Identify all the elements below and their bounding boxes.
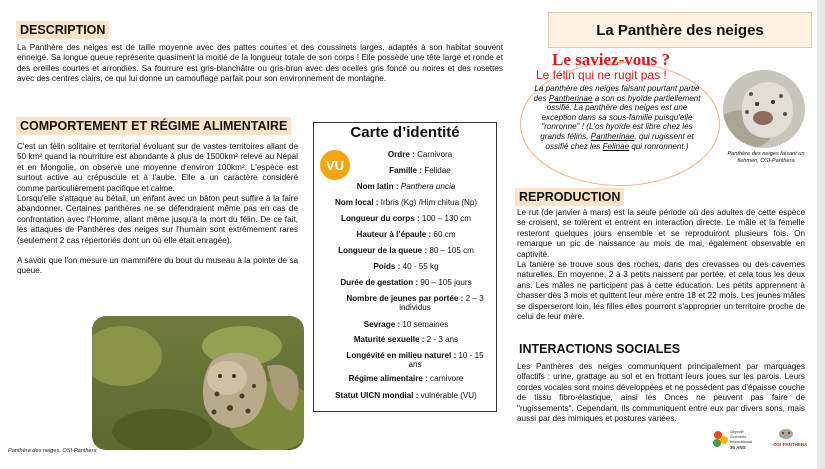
id-card-value: 60 cm — [431, 230, 456, 239]
id-card-value: 2 – 3 individus — [399, 294, 484, 313]
fact-text-2: a son os hyoïde partiellement ossifié. La panthère des neiges est une exception dans sa sous-famille puisqu'elle "ronronne" ! (L'os hyoïde est libre chez les grands félins, — [540, 93, 701, 141]
id-card-row — [318, 246, 494, 255]
fact-text-1: La panthère des neiges faisant pourtant partie des — [533, 84, 700, 103]
fact-heading: Le saviez-vous ? — [552, 50, 671, 69]
id-card-label: Statut UICN mondial : — [335, 391, 419, 400]
id-card-label: Hauteur à l’épaule : — [356, 230, 432, 239]
comportement-p3: A savoir que l'on mesure un mammifère du bout du museau à la pointe de sa queue. — [17, 256, 298, 276]
objectif-sciences-logo — [713, 429, 752, 450]
logo-text-30ans: 30 ANS — [730, 445, 746, 450]
id-card-row — [318, 335, 494, 344]
reproduction-p1: Le rut (de janvier à mars) est la seule période où des adultes de cette espèce se croisent, se tolèrent et entrent en interaction directe. Le mâle et la femelle resteront quelques jours ensemble et se reproduiront plusieurs fois. On remarque un pic de naissance au mois de mai, également observable en captivité. — [517, 208, 805, 259]
id-card-value: 100 – 130 cm — [419, 214, 471, 223]
id-card-row — [350, 150, 490, 159]
id-card-value: 40 - 55 kg — [400, 262, 439, 271]
id-card-row — [318, 262, 494, 271]
snow-leopard-flehmen-photo — [723, 70, 805, 148]
id-card-row — [318, 230, 494, 239]
page-title: La Panthère des neiges — [548, 12, 812, 48]
id-card-value: Carnivora — [414, 150, 453, 159]
fact-text-4: qui ronronnent.) — [629, 141, 689, 151]
comportement-text — [17, 142, 298, 277]
id-card-label: Ordre : — [387, 150, 415, 159]
id-card-label: Famille : — [389, 166, 423, 175]
logo-text-objectif: Objectif — [730, 429, 744, 434]
id-card-label: Durée de gestation : — [340, 278, 419, 287]
id-card-label: Nombre de jeunes par portée : — [346, 294, 464, 303]
fact-text-3: , qui rugissent et ossifié chez les — [545, 131, 694, 151]
snow-leopard-photo — [92, 316, 304, 450]
id-card-value: 90 – 105 jours — [418, 278, 472, 287]
osi-panthera-logo — [772, 429, 808, 447]
description-text: La Panthère des neiges est de taille moyenne avec des pattes courtes et des coussinets larges, adaptés à son habitat souvent enneigé. Sa longue queue représente quasiment la moitié de la longueur totale de son corps ! Elle possède une tête large et ronde et des oreilles courtes et arrondies. Sa fourrure est gris-blanchâtre ou gris-brun avec des ocelles gris foncé ou noires et des rosettes avec des centres clairs, ce qui lui donne un camouflage parfait pour son environnement de montagne. — [17, 43, 503, 84]
reproduction-heading: REPRODUCTION — [515, 188, 624, 206]
id-card-row — [318, 374, 494, 383]
id-card-value: 2 - 3 ans — [424, 335, 459, 344]
partner-logos — [708, 424, 808, 454]
fact-text — [532, 84, 702, 151]
fact-term-2: Pantherinae — [590, 131, 635, 141]
fact-subheading: Le félin qui ne rugit pas ! — [536, 68, 667, 82]
id-card-label: Sevrage : — [363, 320, 401, 329]
photo-caption-credit: OSI-Panthera — [62, 448, 97, 454]
id-card-value: 10 - 15 ans — [408, 351, 484, 370]
comportement-p2: Lorsqu'elle s'attaque au bétail, un enfant avec un bâton peut suffire à la faire abandonner. Certaines panthères ne se défendraient même pas en cas de confrontation avec l'Homme, allant même jusqu'à la mort du félin. De ce fait, les attaques de Panthères des neiges sur l'humain sont extrêmement rares (seulement 2 cas répertoriés dont un où elle était enragée). — [17, 194, 298, 245]
id-card-value: Irbris (Kg) /Him chitua (Np) — [378, 198, 478, 207]
id-card-row — [318, 320, 494, 329]
flehmen-photo-caption: Panthère des neiges faisant un flehmen, OSI-Panthera — [727, 151, 805, 164]
description-heading: DESCRIPTION — [16, 21, 109, 39]
id-card-label: Longévité en milieu naturel : — [346, 351, 457, 360]
id-card-label: Longueur du corps : — [341, 214, 420, 223]
photo-caption — [8, 448, 97, 454]
id-card-label: Maturité sexuelle : — [353, 335, 425, 344]
id-card-row — [318, 391, 494, 400]
fact-term-3: Felinae — [602, 141, 630, 151]
comportement-heading: COMPORTEMENT ET RÉGIME ALIMENTAIRE — [16, 117, 291, 135]
vu-status-badge: VU — [320, 150, 350, 180]
id-card-label: Nom latin : — [356, 182, 399, 191]
id-card-value: vulnérable (VU) — [418, 391, 477, 400]
id-card-value: Panthera uncia — [398, 182, 456, 191]
id-card-row — [318, 198, 494, 207]
id-card-label: Poids : — [373, 262, 401, 271]
id-card-label: Longueur de la queue : — [338, 246, 428, 255]
photo-caption-label: Panthère des neiges, — [8, 448, 63, 454]
id-card-value: 10 semaines — [400, 320, 449, 329]
comportement-p1: C'est un félin solitaire et territorial évoluant sur de vastes territoires allant de 50 km² quand la nourriture est abondante à plus de 1500km² relevé au Népal et en Mongolie, on observe une moyenne d'environ 100km². L'espèce est surtout active au crépuscule et à l'aube. Elle a un caractère considéré comme particulièrement pacifique et calme. — [17, 142, 298, 193]
id-card-label: Régime alimentaire : — [348, 374, 428, 383]
id-card-value: Felidae — [422, 166, 451, 175]
interactions-heading: INTERACTIONS SOCIALES — [515, 340, 684, 358]
id-card-label: Nom local : — [334, 198, 379, 207]
logo-text-sciences: Sciences — [730, 434, 747, 439]
id-card-title: Carte d’identité — [350, 124, 460, 141]
id-card-row — [340, 294, 490, 313]
id-card-row — [350, 166, 490, 175]
logo-text-international: International — [730, 439, 753, 444]
id-card-row — [318, 214, 494, 223]
fact-term-1: Pantherinae — [548, 93, 593, 103]
id-card-value: carnivore — [427, 374, 464, 383]
id-card-row — [340, 351, 490, 370]
right-edge — [817, 0, 825, 469]
id-card-value: 80 – 105 cm — [427, 246, 474, 255]
logo-text-osi: -OSI-PANTHERA — [772, 442, 808, 447]
interactions-text: Les Panthères des neiges communiquent principalement par marquages olfactifs : urine, grattage au sol et en frottant leurs joues sur les parois. Leurs cordes vocales sont moins développées et ne possèdent pas d'épaisse couche de tissu fibro-élastique, ainsi les Onces ne peuvent pas faire de "rugissements". Cependant, ils communiquent entre eux par divers sons, mais aussi par des mimiques et postures variées. — [517, 362, 805, 424]
reproduction-text — [517, 208, 805, 322]
reproduction-p2: La tanière se trouve sous des roches, dans des crevasses ou des cavernes naturelles. En moyenne, 2 à 3 petits naissent par portée, et cela tous les deux ans. Les mâles ne participent pas à cette éducation. Les petits apprennent à chasser dès 3 mois et quittent leur mère entre 18 et 22 mois. Les jeunes mâles se disperseront loin, les filles elles pourront s'approprier un territoire proche de celui de leur mère. — [517, 260, 805, 322]
id-card-row — [318, 182, 494, 191]
id-card-row — [318, 278, 494, 287]
